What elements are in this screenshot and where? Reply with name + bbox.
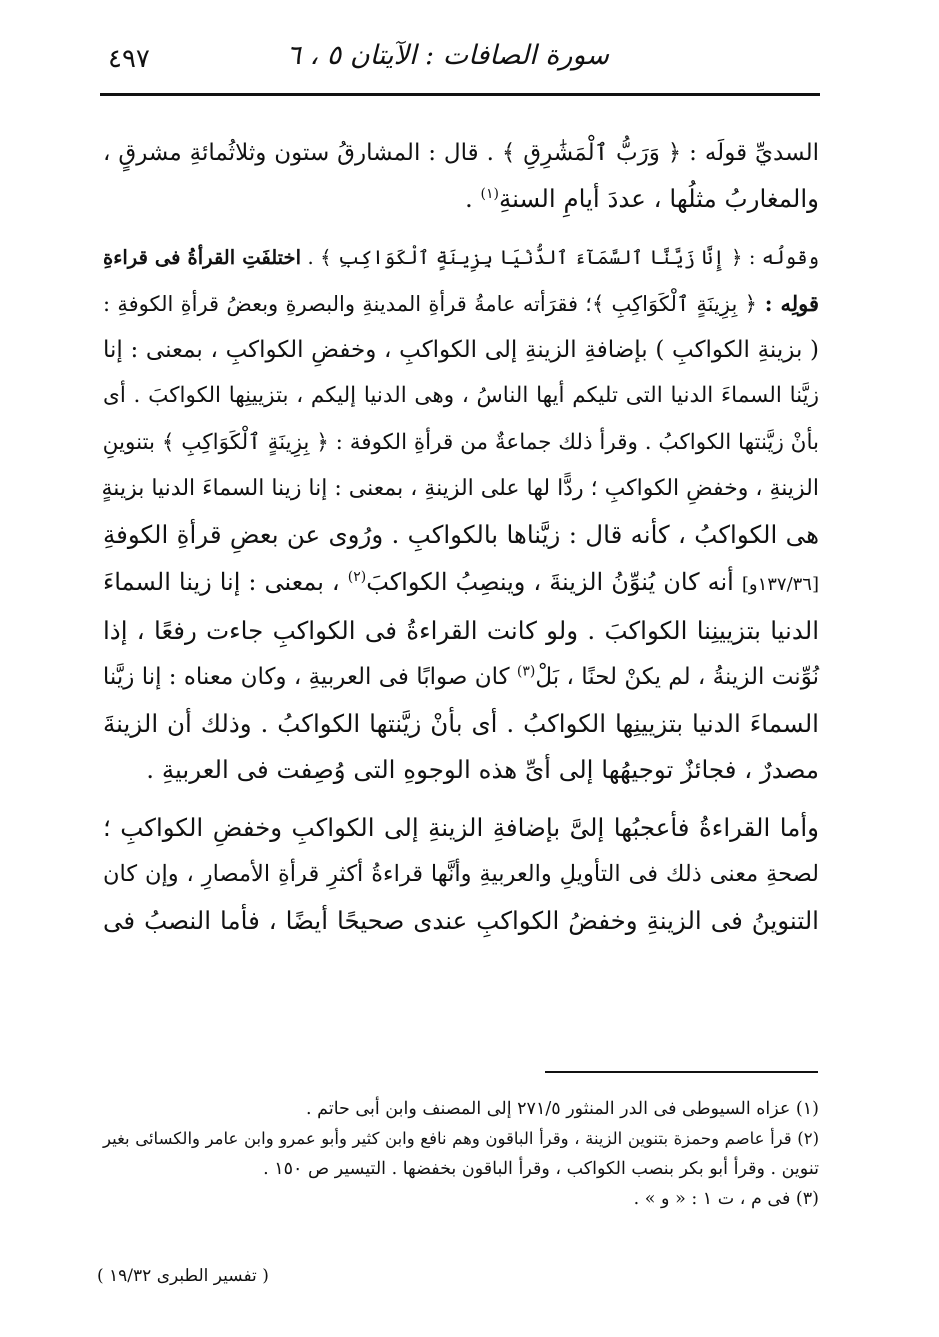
text-line: التنوينُ فى الزينةِ وخفضُ الكواكبِ عندى صحيحًا أيضًا ، فأما النصبُ فى (103, 905, 819, 935)
text-run: والمغاربُ مثلُها ، عددَ أيامِ السنةِ (499, 184, 819, 214)
manuscript-ref: [١٣٧/٣٦و] (741, 573, 819, 595)
text-line (103, 176, 819, 222)
footnote-marker: (٢) (347, 568, 367, 585)
text-run: نُوِّنت الزينةُ ، لم يكنْ لحنًا ، بَلْ (535, 664, 819, 691)
running-title: سورة الصافات : الآيتان ٥ ، ٦ (286, 40, 609, 71)
text-line (103, 654, 819, 700)
footnote: (٣) فى م ، ت ١ : « و » . (633, 1189, 819, 1209)
footnote-marker: (١) (480, 186, 500, 203)
text-line (103, 281, 819, 327)
text-line: زيَّنا السماءَ الدنيا التى تليكم أيها الناسُ ، وهى الدنيا إليكم ، بتزيينِها الكواكبَ . أى (103, 383, 819, 409)
text-line: بأنْ زيَّنتها الكواكبُ . وقرأ ذلك جماعةٌ من قرأةِ الكوفة : ﴿ بِزِينَةٍ ٱلْكَوَاكِبِ ﴾ بتنوينِ (102, 429, 819, 455)
paragraph-2 (103, 235, 819, 794)
text-line (103, 235, 819, 281)
page-number: ٤٩٧ (108, 44, 150, 74)
paragraph-3 (103, 805, 819, 944)
footnotes (103, 1094, 819, 1214)
footnote-marker: (٣) (516, 663, 536, 680)
book-signature: ( تفسير الطبرى ١٩/٣٢ ) (97, 1266, 269, 1286)
section-heading-text: قولِه : (756, 290, 819, 316)
text-line: السديِّ قولَه : ﴿ وَرَبُّ ٱلْمَشَٰرِقِ ﴾ . قال : المشارقُ ستون وثلاثُمائةِ مشرقٍ ، (103, 140, 819, 166)
text-run: . (464, 184, 481, 214)
text-run: أنه كان يُنوِّنُ الزينةَ ، وينصِبُ الكواكبَ (366, 567, 742, 596)
text-line: ( بزينةِ الكواكبِ ) بإضافةِ الزينةِ إلى الكواكبِ ، وخفضِ الكواكبِ ، بمعنى : إنا (103, 337, 819, 364)
section-heading-text: اختلفَتِ القرأةُ فى قراءةِ (103, 245, 302, 269)
text-line: السماءَ الدنيا بتزيينِها الكواكبُ . أى بأنْ زيَّنتها الكواكبُ . وذلك أن الزينةَ (103, 708, 819, 738)
text-line: مصدرٌ ، فجائزٌ توجيهُها إلى أىِّ هذه الوجوهِ التى وُصِفت فى العربيةِ . (146, 754, 819, 784)
text-run: وقولُه : ﴿ إِنَّا زَيَّنَّا ٱلسَّمَآءَ ٱلدُّنْيَا بِزِينَةٍ ٱلْكَوَاكِبِ ﴾ . (301, 245, 819, 269)
footnote: (٢) قرأ عاصم وحمزة بتنوين الزينة ، وقرأ الباقون وهم نافع وابن كثير وأبو عمرو وابن عامر والكسائى بغير (103, 1129, 819, 1148)
text-line: الزينةِ ، وخفضِ الكواكبِ ؛ ردًّا لها على الزينةِ ، بمعنى : إنا زينا السماءَ الدنيا بزينةٍ (101, 476, 819, 502)
footnote: (١) عزاه السيوطى فى الدر المنثور ٢٧١/٥ إلى المصنف وابن أبى حاتم . (306, 1099, 819, 1119)
main-text (103, 130, 819, 944)
footnote-separator (545, 1071, 818, 1073)
text-line (103, 559, 819, 608)
text-line: هى الكواكبُ ، كأنه قال : زيَّناها بالكواكبِ . ورُوى عن بعضِ قرأةِ الكوفةِ (103, 520, 819, 550)
text-run: ﴿ بِزِينَةٍ ٱلْكَوَاكِبِ ﴾؛ فقرَأته عامةُ قرأةِ المدينةِ والبصرةِ وبعضُ قرأةِ الكوفةِ : (103, 291, 757, 316)
text-run: كان صوابًا فى العربيةِ ، وكان معناه : إنا زيَّنا (102, 664, 517, 691)
footnote-continuation: تنوين . وقرأ أبو بكر بنصب الكواكب ، وقرأ الباقون بخفضها . التيسير ص ١٥٠ . (263, 1159, 819, 1179)
text-line: الدنيا بتزيينِنا الكواكبَ . ولو كانت القراءةُ فى الكواكبِ جاءت رفعًا ، إذا (103, 615, 819, 645)
paragraph-1 (103, 130, 819, 223)
header-rule (100, 93, 820, 96)
text-line: وأما القراءةُ فأعجبُها إلىَّ بإضافةِ الزينةِ إلى الكواكبِ وخفضِ الكواكبِ ؛ (103, 813, 819, 843)
text-line: لصحةِ معنى ذلك فى التأويلِ والعربيةِ وأنَّها قراءةُ أكثرِ قرأةِ الأمصارِ ، وإن كان (103, 861, 819, 888)
text-run: ، بمعنى : إنا زينا السماءَ (103, 567, 348, 596)
